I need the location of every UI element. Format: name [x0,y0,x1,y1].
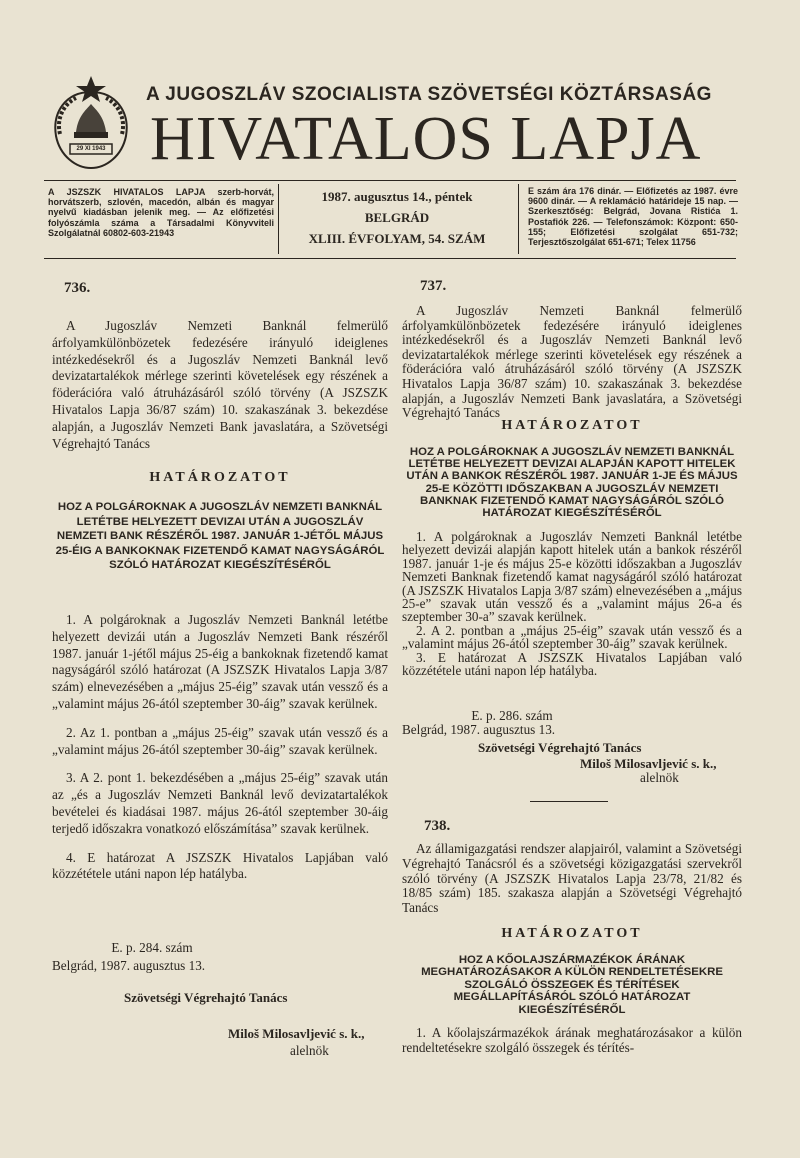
decree-737-signer: Miloš Milosavljević s. k., [580,756,717,771]
decree-738-body [402,1026,742,1056]
decree-736-signer: Miloš Milosavljević s. k., [228,1026,365,1041]
decree-number-738: 738. [424,818,451,834]
decree-737-title: HOZ A POLGÁROKNAK A JUGOSZLÁV NEMZETI BANKNÁL LETÉTBE HELYEZETT DEVIZAI ALAPJÁN KAPOTT HITELEK UTÁN A BANKOK RÉSZÉRŐL 1987. JANUÁR 1-JE ÉS MÁJUS 25-E KÖZÖTTI IDŐSZAKBAN A JUGOSZLÁV NEMZETI BANKNAK FIZETENDŐ KAMAT NAGYSÁGÁRÓL SZÓLÓ HATÁROZAT KIEGÉSZÍTÉSÉRŐL [406,446,738,520]
preamble-text: Az államigazgatási rendszer alapjairól, valamint a Szövetségi Végrehajtó Tanácsról és a szövetségi közigazgatási szervekről szóló törvény (A JSZSZK Hivatalos Lapja 23/78, 21/82 és 18/85 szám) 185. szakasza alapján a Szövetségi Végrehajtó Tanács [402,841,742,916]
republic-name: A JUGOSZLÁV SZOCIALISTA SZÖVETSÉGI KÖZTÁRSASÁG [146,84,712,105]
decree-number-737: 737. [420,278,447,294]
decree-738-title: HOZ A KŐOLAJSZÁRMAZÉKOK ÁRÁNAK MEGHATÁROZÁSAKOR A KÜLÖN RENDELTETÉSEKRE SZOLGÁLÓ ÖSSZEGEK ÉS TÉRÍTÉSEK MEGÁLLAPÍTÁSÁRÓL SZÓLÓ HATÁROZAT KIEGÉSZÍTÉSÉRŐL [421,954,723,1016]
paragraph-3: 3. E határozat A JSZSZK Hivatalos Lapjában való közzététele utáni napon lép hatályba. [402,649,742,679]
decree-736-council: Szövetségi Végrehajtó Tanács [124,990,288,1005]
decree-737-heading: HATÁROZATOT [501,418,643,433]
decree-736-ref: E. p. 284. szám [111,940,193,955]
preamble-text: A Jugoszláv Nemzeti Banknál felmerülő árfolyamkülönbözetek fedezésére irányuló ideiglenes intézkedésekről és a Jugoszláv Nemzeti Banknál levő devizatartalékok mérlege szerinti követelések egy részének a föderációra való átruházásáról szóló törvény (A JSZSZK Hivatalos Lapja 36/87 szám) 10. szakaszának 3. bekezdése alapján, a Jugoszláv Nemzeti Bank javaslatára, a Szövetségi Végrehajtó Tanács [52,318,388,451]
preamble-text: A Jugoszláv Nemzeti Banknál felmerülő árfolyamkülönbözetek fedezésére irányuló ideiglenes intézkedésekről és a Jugoszláv Nemzeti Banknál levő devizatartalékok mérlege szerinti követelések egy részének a föderációra való átruházásáról szóló törvény (A JSZSZK Hivatalos Lapja 36/87 szám) 10. szakaszának 3. bekezdése alapján, a Jugoszláv Nemzeti Bank javaslatára, a Szövetségi Végrehajtó Tanács [402,303,742,421]
subscription-info: A JSZSZK HIVATALOS LAPJA szerb-horvát, horvátszerb, szlovén, macedón, albán és magyar nyelvű kiadásban jelenik meg. — Az előfizetési folyószámla száma a Társadalmi Könyvviteli Szolgálatnál 60802-603-21943 [48,187,274,238]
paragraph-4: 4. E határozat A JSZSZK Hivatalos Lapjában való közzététele utáni napon lép hatályba. [52,849,388,882]
paragraph-1: 1. A kőolajszármazékok árának meghatározásakor a külön rendeltetésekre szolgáló összegek és térítés- [402,1025,742,1055]
masthead-top-rule [44,180,736,181]
masthead-divider-right [518,184,519,254]
decree-737-council: Szövetségi Végrehajtó Tanács [478,740,642,755]
decree-736-preamble [52,318,388,452]
decree-737-date: Belgrád, 1987. augusztus 13. [402,722,556,737]
state-emblem [46,74,136,172]
decree-737-preamble [402,304,742,421]
decree-737-ref: E. p. 286. szám [471,708,553,723]
decree-736-body [52,612,388,883]
issue-city: BELGRÁD [364,210,430,225]
paragraph-1: 1. A polgároknak a Jugoszláv Nemzeti Banknál letétbe helyezett devizái alapján kapott hitelek után a bankok részéről 1987. január 1-je és május 25-e közötti időszakban a Jugoszláv Nemzeti Banknak fizetendő kamat nagyságáról szóló határozat (A JSZSZK Hivatalos Lapja 3/87 szám) elnevezésében a „május 25-e” szavak után vessző és a „valamint május 26-a és szeptember 30-a” szavak kerülnek. [402,529,742,625]
issue-volume: XLIII. ÉVFOLYAM, 54. SZÁM [308,231,486,246]
issue-info [284,186,510,249]
decree-736-signer-role: alelnök [290,1043,329,1058]
paragraph-2: 2. Az 1. pontban a „május 25-éig” szavak után vessző és a „valamint május 26-ától szeptember 30-áig” szavak kerülnek. [52,724,388,757]
decree-738-preamble [402,842,742,916]
masthead-bottom-rule [44,258,736,259]
decree-736-title: HOZ A POLGÁROKNAK A JUGOSZLÁV NEMZETI BANKNÁL LETÉTBE HELYEZETT DEVIZAI UTÁN A JUGOSZLÁV NEMZETI BANK RÉSZÉRŐL 1987. JANUÁR 1-JÉTŐL MÁJUS 25-ÉIG A BANKOKNAK FIZETENDŐ KAMAT NAGYSÁGÁRÓL SZÓLÓ HATÁROZAT KIEGÉSZÍTÉSÉRŐL [55,501,385,572]
decree-737-body [402,530,742,677]
decree-736-heading: HATÁROZATOT [149,470,291,485]
emblem-icon [46,74,136,172]
paragraph-3: 3. A 2. pont 1. bekezdésében a „május 25-éig” szavak után az „és a Jugoszláv Nemzeti Banknál levő devizatartalékok bevételei és kiadásai 1987. május 26-ától szeptember 30-áig terjedő időszakra vonatkozó előszámítása” szavak kerülnek. [52,770,388,836]
masthead-divider-left [278,184,279,254]
paragraph-1: 1. A polgároknak a Jugoszláv Nemzeti Banknál letétbe helyezett devizái után a Jugoszláv Nemzeti Bank részéről 1987. január 1-jétől május 25-éig a bankoknak fizetendő kamat nagyságáról szóló határozat (A JSZSZK Hivatalos Lapja 3/87 szám) elnevezésében a „május 25-éig” szavak után vessző és a „valamint május 26-ától szeptember 30-áig” szavak kerülnek. [52,612,388,711]
paragraph-2: 2. A 2. pontban a „május 25-éig” szavak után vessző és a „valamint május 26-ától szeptember 30-áig” szavak kerülnek. [402,622,742,652]
issue-date: 1987. augusztus 14., péntek [321,189,473,204]
decree-738-heading: HATÁROZATOT [501,926,643,941]
decree-736-date: Belgrád, 1987. augusztus 13. [52,958,206,973]
section-divider [530,801,608,802]
decree-number-736: 736. [64,280,91,296]
price-info: E szám ára 176 dinár. — Előfizetés az 1987. évre 9600 dinár. — A reklamáció határideje 15 nap. — Szerkesztőség: Belgrád, Jovana Ristića 1. Postafiók 226. — Telefonszámok: Központ: 650-155; Előfizetési szolgálat 651-732; Terjesztőszolgálat 651-671; Telex 11756 [528,186,738,248]
emblem-date: 29 XI 1943 [76,146,106,152]
decree-737-signer-role: alelnök [640,770,679,785]
journal-title: HIVATALOS LAPJA [150,105,702,173]
